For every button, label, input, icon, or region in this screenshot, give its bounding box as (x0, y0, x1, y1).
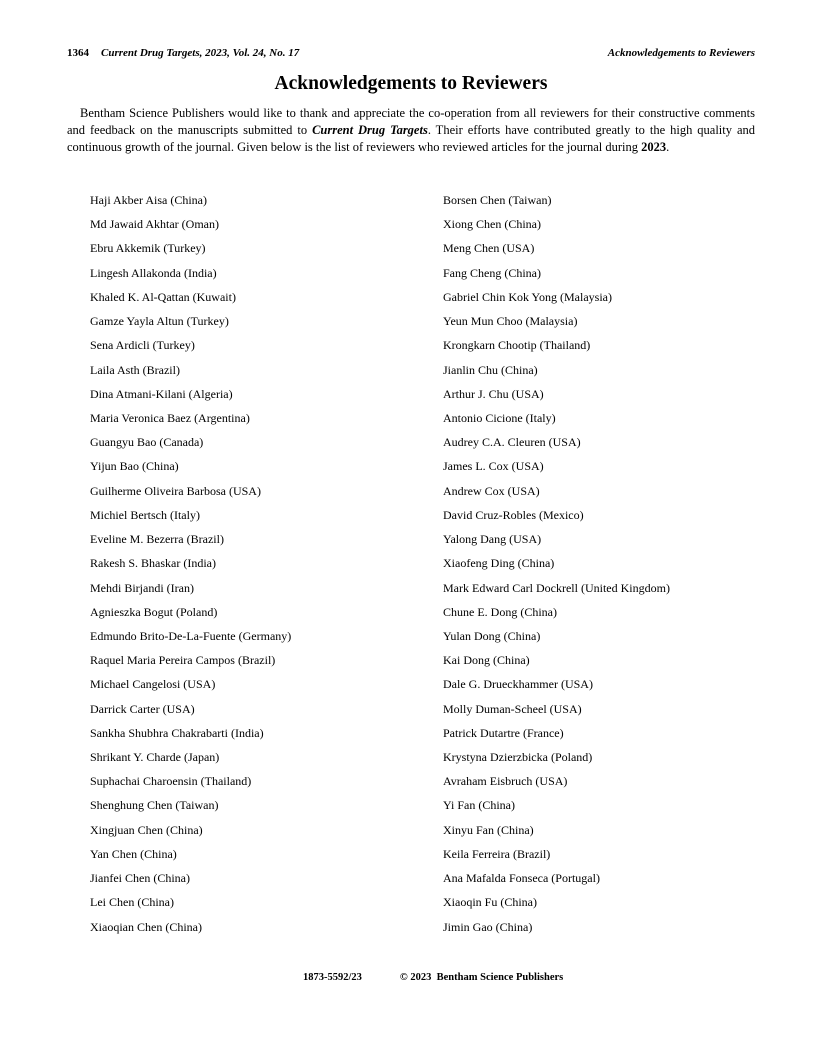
reviewer-item: Lei Chen (China) (90, 895, 174, 910)
reviewer-item: Eveline M. Bezerra (Brazil) (90, 532, 224, 547)
reviewer-item: Sankha Shubhra Chakrabarti (India) (90, 725, 264, 740)
reviewer-item: Xiaofeng Ding (China) (443, 556, 555, 571)
reviewer-column-2 (443, 188, 755, 939)
reviewer-item: Xinyu Fan (China) (443, 822, 534, 837)
reviewer-item: Avraham Eisbruch (USA) (443, 774, 568, 789)
reviewer-item: Rakesh S. Bhaskar (India) (90, 556, 216, 571)
intro-text-2: . Their efforts have contributed greatly to the high quality and continuous growth of the journal. Given below is the list of reviewers who reviewed articles for the journal during (67, 123, 756, 155)
reviewer-item: Khaled K. Al-Qattan (Kuwait) (90, 289, 236, 304)
reviewer-item: Guilherme Oliveira Barbosa (USA) (90, 483, 261, 498)
reviewer-item: Xingjuan Chen (China) (90, 822, 203, 837)
reviewer-item: Yi Fan (China) (443, 798, 515, 813)
reviewer-item: Haji Akber Aisa (China) (90, 193, 207, 207)
page-title: Acknowledgements to Reviewers (274, 73, 548, 94)
reviewer-item: James L. Cox (USA) (443, 459, 544, 474)
reviewer-item: Darrick Carter (USA) (90, 701, 195, 716)
reviewer-item: Borsen Chen (Taiwan) (443, 193, 552, 207)
reviewer-list (90, 188, 755, 939)
reviewer-item: Krongkarn Chootip (Thailand) (443, 338, 591, 353)
reviewer-item: Fang Cheng (China) (443, 265, 541, 280)
reviewer-item: Yijun Bao (China) (90, 459, 179, 474)
journal-name-emphasis: Current Drug Targets (312, 123, 428, 138)
intro-year: 2023 (641, 140, 667, 155)
header-citation (67, 47, 299, 60)
page-footer (303, 971, 563, 985)
reviewer-item: Suphachai Charoensin (Thailand) (90, 774, 252, 789)
reviewer-item: Kai Dong (China) (443, 653, 530, 668)
reviewer-item: Xiaoqian Chen (China) (90, 919, 202, 934)
reviewer-item: Michiel Bertsch (Italy) (90, 507, 200, 522)
reviewer-item: Md Jawaid Akhtar (Oman) (90, 217, 219, 232)
reviewer-item: Sena Ardicli (Turkey) (90, 338, 195, 353)
reviewer-item: Gabriel Chin Kok Yong (Malaysia) (443, 289, 612, 304)
intro-text-1: Bentham Science Publishers would like to thank and appreciate the co-operation from all reviewers for their constructive comments and feedback on the manuscripts submitted to (67, 106, 755, 138)
reviewer-item: Yalong Dang (USA) (443, 532, 542, 547)
reviewer-item: Shrikant Y. Charde (Japan) (90, 750, 220, 765)
reviewer-item: Shenghung Chen (Taiwan) (90, 798, 219, 813)
reviewer-item: Yan Chen (China) (90, 846, 177, 861)
reviewer-item: Molly Duman-Scheel (USA) (443, 701, 582, 716)
reviewer-item: Gamze Yayla Altun (Turkey) (90, 314, 229, 329)
page-number: 1364 (67, 47, 89, 59)
reviewer-item: Jianlin Chu (China) (443, 362, 538, 377)
reviewer-item: Jimin Gao (China) (443, 919, 533, 934)
reviewer-item: Keila Ferreira (Brazil) (443, 846, 551, 861)
copyright-text: © 2023 Bentham Science Publishers (399, 972, 564, 983)
reviewer-item: David Cruz-Robles (Mexico) (443, 507, 584, 522)
reviewer-item: Dale G. Drueckhammer (USA) (443, 677, 593, 692)
reviewer-item: Andrew Cox (USA) (443, 483, 540, 498)
reviewer-item: Lingesh Allakonda (India) (90, 265, 217, 280)
reviewer-item: Mehdi Birjandi (Iran) (90, 580, 194, 595)
reviewer-item: Maria Veronica Baez (Argentina) (90, 410, 250, 425)
intro-text-3: . (666, 140, 670, 155)
reviewer-item: Meng Chen (USA) (443, 241, 535, 256)
journal-citation: Current Drug Targets, 2023, Vol. 24, No. 17 (101, 47, 300, 59)
reviewer-item: Ana Mafalda Fonseca (Portugal) (443, 871, 600, 886)
reviewer-item: Krystyna Dzierzbicka (Poland) (443, 750, 593, 765)
issn-code: 1873-5592/23 (303, 972, 362, 983)
intro-paragraph (67, 105, 755, 157)
reviewer-item: Xiong Chen (China) (443, 217, 541, 232)
reviewer-item: Xiaoqin Fu (China) (443, 895, 537, 910)
reviewer-item: Agnieszka Bogut (Poland) (90, 604, 218, 619)
reviewer-item: Arthur J. Chu (USA) (443, 386, 544, 401)
reviewer-item: Laila Asth (Brazil) (90, 362, 180, 377)
reviewer-item: Yulan Dong (China) (443, 628, 541, 643)
reviewer-item: Audrey C.A. Cleuren (USA) (443, 435, 581, 450)
reviewer-item: Guangyu Bao (Canada) (90, 435, 204, 450)
reviewer-item: Raquel Maria Pereira Campos (Brazil) (90, 653, 276, 668)
page-header (67, 47, 755, 60)
running-title: Acknowledgements to Reviewers (607, 47, 755, 59)
reviewer-item: Edmundo Brito-De-La-Fuente (Germany) (90, 628, 292, 643)
reviewer-column-1 (90, 188, 443, 939)
reviewer-item: Chune E. Dong (China) (443, 604, 557, 619)
reviewer-item: Patrick Dutartre (France) (443, 725, 564, 740)
reviewer-item: Yeun Mun Choo (Malaysia) (443, 314, 578, 329)
reviewer-item: Mark Edward Carl Dockrell (United Kingdom) (443, 580, 670, 595)
reviewer-item: Antonio Cicione (Italy) (443, 410, 556, 425)
reviewer-item: Dina Atmani-Kilani (Algeria) (90, 386, 233, 401)
reviewer-item: Michael Cangelosi (USA) (90, 677, 216, 692)
reviewer-item: Jianfei Chen (China) (90, 871, 190, 886)
reviewer-item: Ebru Akkemik (Turkey) (90, 241, 206, 256)
